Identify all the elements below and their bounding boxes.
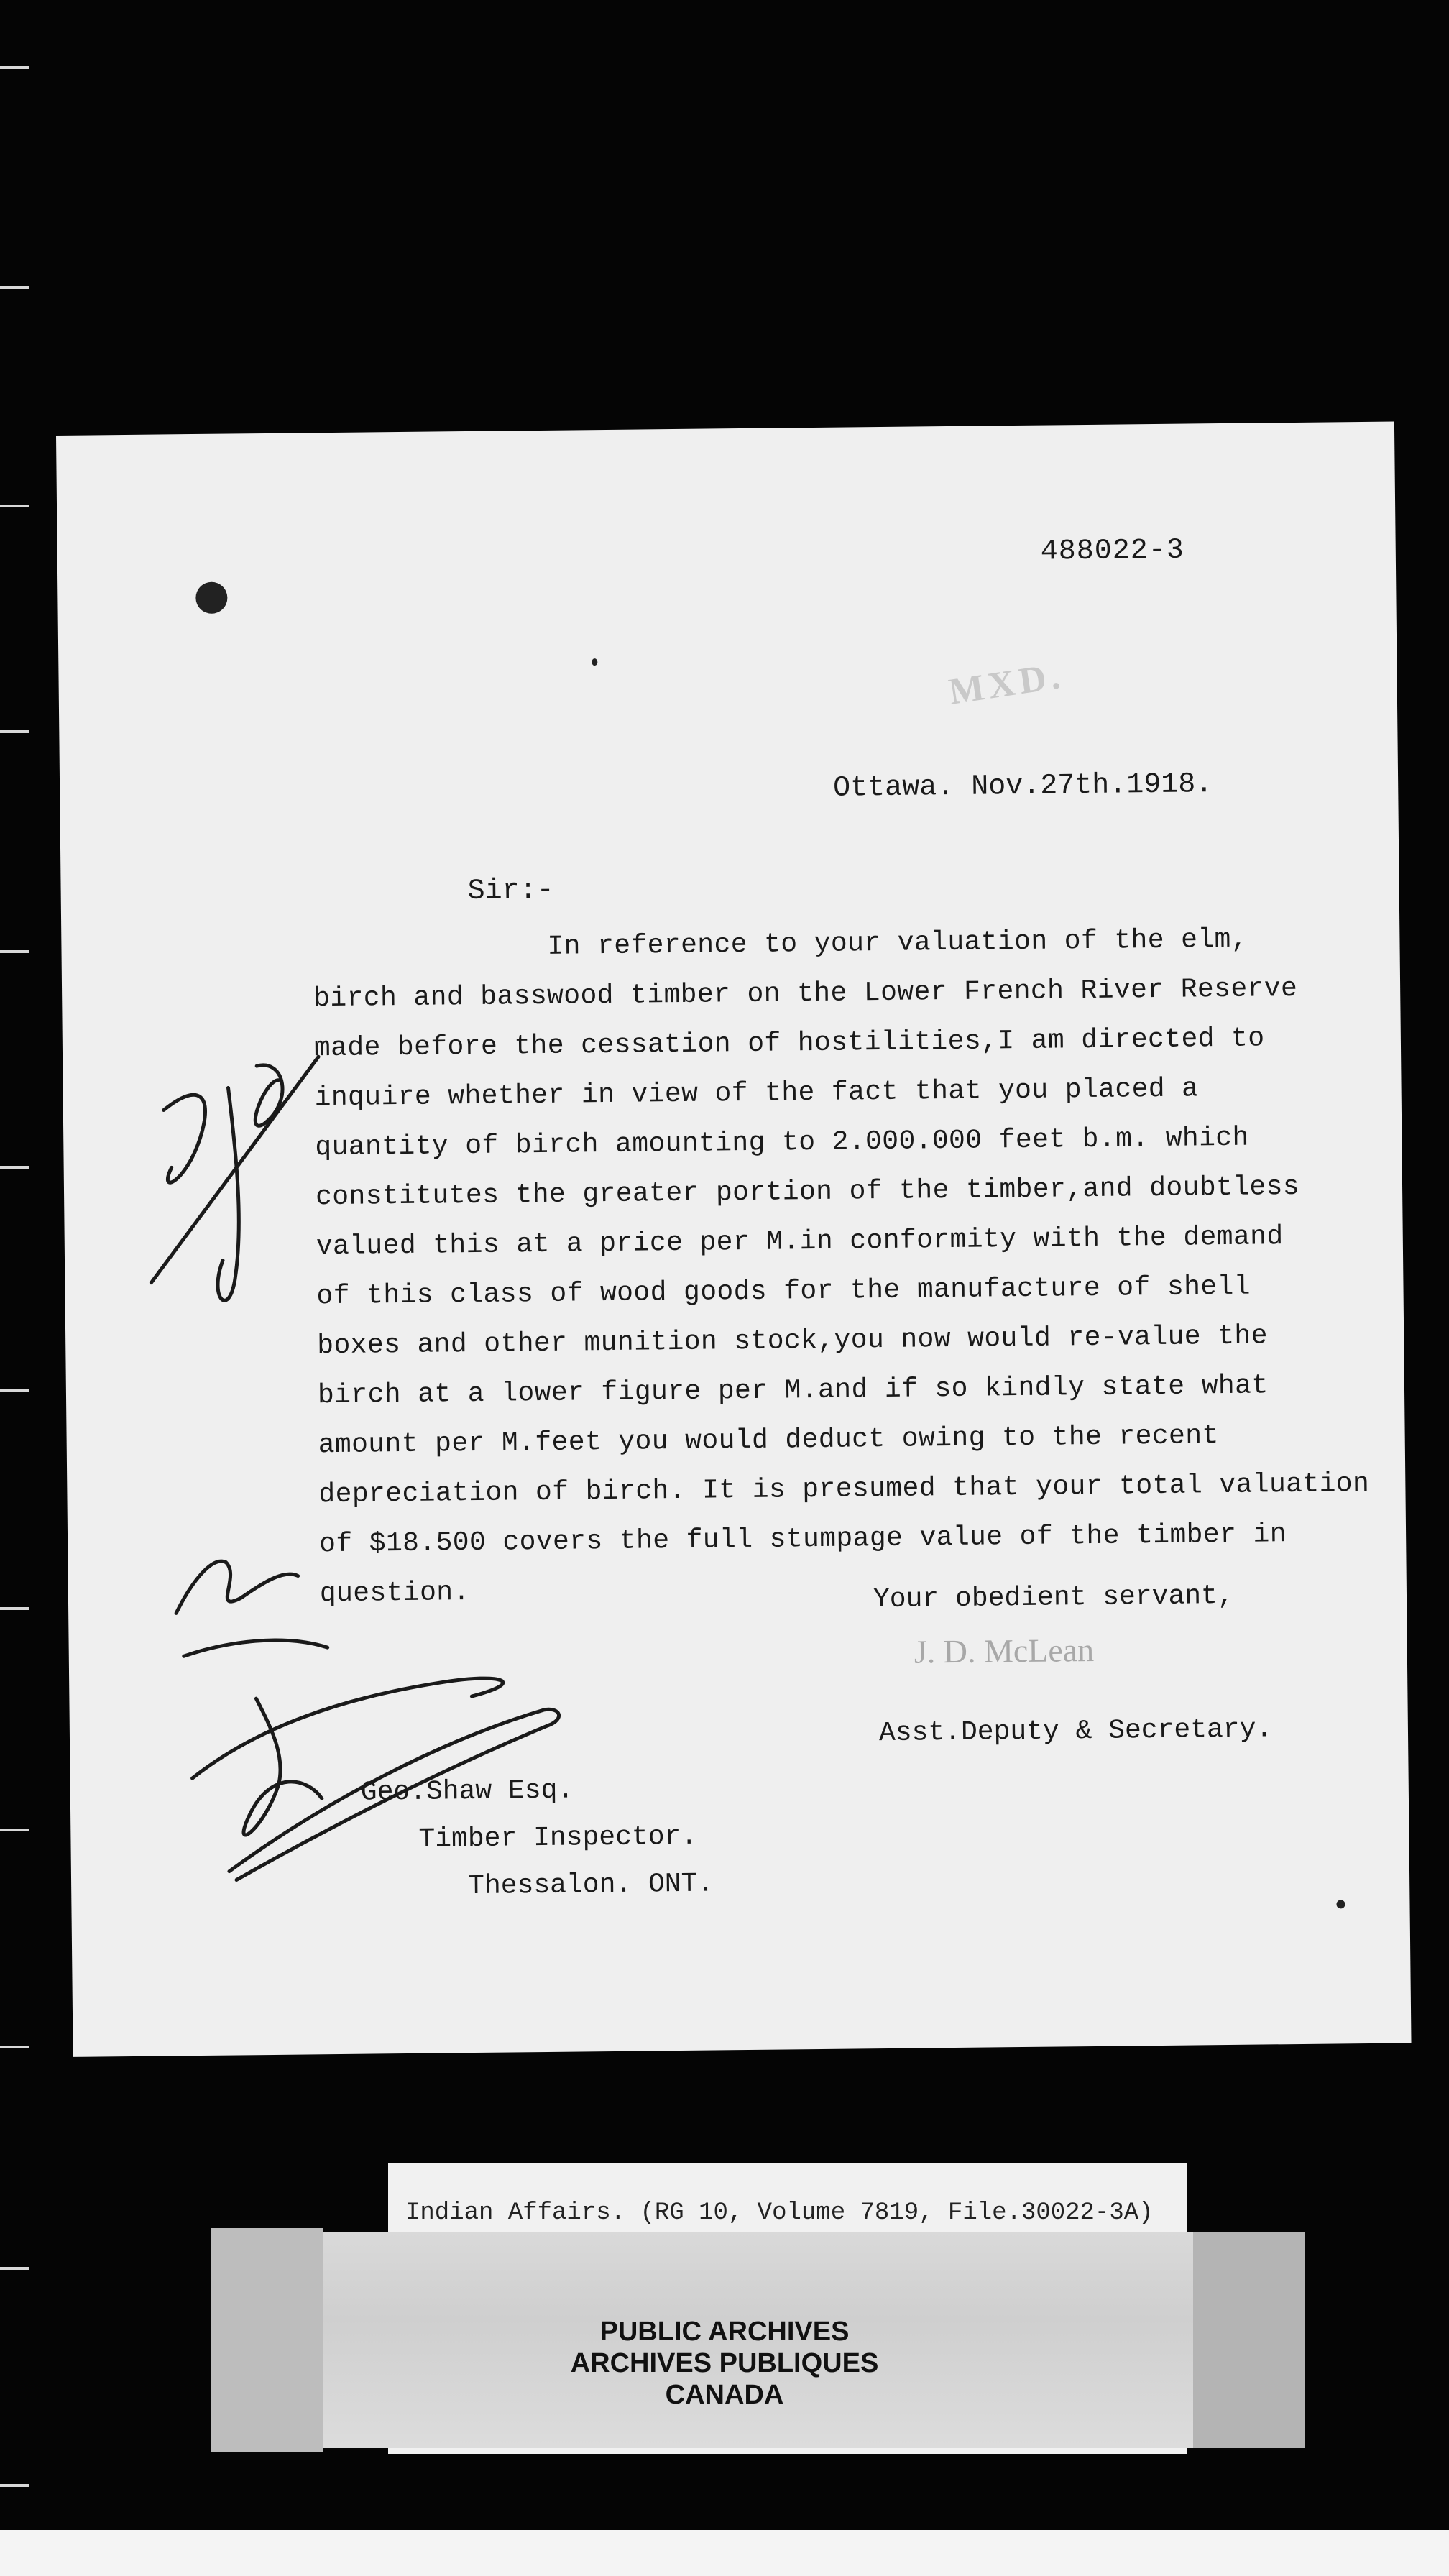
film-edge-mark: [0, 2046, 29, 2048]
archive-reference: Indian Affairs. (RG 10, Volume 7819, File.30022-3A): [405, 2199, 1154, 2227]
body-line: made before the cessation of hostilities,I am directed to: [313, 1023, 1265, 1064]
film-edge-mark: [0, 1607, 29, 1610]
film-edge-mark: [0, 950, 29, 953]
body-line: birch at a lower figure per M.and if so kindly state what: [317, 1370, 1269, 1412]
body-line: question.: [319, 1577, 470, 1610]
ink-speck: [1336, 1900, 1345, 1908]
initials-stroke: [184, 1639, 328, 1656]
body-line: birch and basswood timber on the Lower French River Reserve: [313, 972, 1298, 1015]
film-edge-mark: [0, 1828, 29, 1831]
archive-label-line: PUBLIC ARCHIVES: [599, 2317, 850, 2347]
addressee-block: [360, 1766, 714, 1912]
archive-label-line: ARCHIVES PUBLIQUES: [570, 2348, 879, 2378]
archive-label: [494, 2316, 954, 2411]
archive-label-line: CANADA: [665, 2380, 784, 2410]
initials-stroke: [191, 1678, 504, 1778]
initials-stroke: [149, 1057, 321, 1282]
body-line: quantity of birch amounting to 2.000.000 feet b.m. which: [315, 1122, 1249, 1164]
addressee-name: Geo.Shaw Esq.: [360, 1775, 574, 1808]
tape-end-left: [211, 2228, 323, 2452]
hole-punch-mark: [196, 582, 227, 614]
received-stamp: MXD.: [946, 655, 1067, 713]
initials-stroke: [216, 1087, 239, 1300]
signature-stamp: J. D. McLean: [914, 1631, 1095, 1670]
body-line: of this class of wood goods for the manufacture of shell: [316, 1271, 1251, 1312]
film-edge-mark: [0, 2267, 29, 2270]
initials-stroke: [164, 1095, 206, 1182]
body-line: constitutes the greater portion of the timber,and doubtless: [315, 1171, 1300, 1213]
initials-stroke: [254, 1065, 282, 1126]
film-edge-mark: [0, 505, 29, 507]
body-line: amount per M.feet you would deduct owing to the recent: [318, 1420, 1219, 1461]
date-line: Ottawa. Nov.27th.1918.: [832, 768, 1213, 805]
body-line: valued this at a price per M.in conformity with the demand: [316, 1221, 1284, 1263]
letter-page: [56, 422, 1412, 2057]
film-edge-mark: [0, 286, 29, 289]
film-edge-mark: [0, 2484, 29, 2487]
ink-speck: [592, 658, 597, 666]
body-line: inquire whether in view of the fact that you placed a: [314, 1073, 1199, 1114]
body-line: depreciation of birch. It is presumed that your total valuation: [318, 1468, 1370, 1511]
film-edge-mark: [0, 1166, 29, 1169]
letter-body: [313, 914, 1384, 1619]
initials-stroke: [175, 1560, 298, 1613]
file-number: 488022-3: [1040, 534, 1185, 569]
film-edge-mark: [0, 730, 29, 733]
addressee-title: Timber Inspector.: [418, 1821, 698, 1855]
body-line: boxes and other munition stock,you now would re-value the: [317, 1320, 1269, 1362]
salutation: Sir:-: [467, 874, 554, 908]
film-edge-mark: [0, 66, 29, 69]
film-border: [0, 2530, 1449, 2576]
addressee-place: Thessalon. ONT.: [467, 1868, 714, 1903]
film-edge-mark: [0, 1389, 29, 1392]
body-line: of $18.500 covers the full stumpage value of the timber in: [318, 1519, 1287, 1560]
body-line: In reference to your valuation of the elm,: [547, 924, 1248, 962]
signer-title: Asst.Deputy & Secretary.: [878, 1714, 1273, 1749]
closing: Your obedient servant,: [873, 1580, 1234, 1616]
initials-stroke: [242, 1698, 322, 1835]
tape-end-right: [1193, 2232, 1305, 2448]
